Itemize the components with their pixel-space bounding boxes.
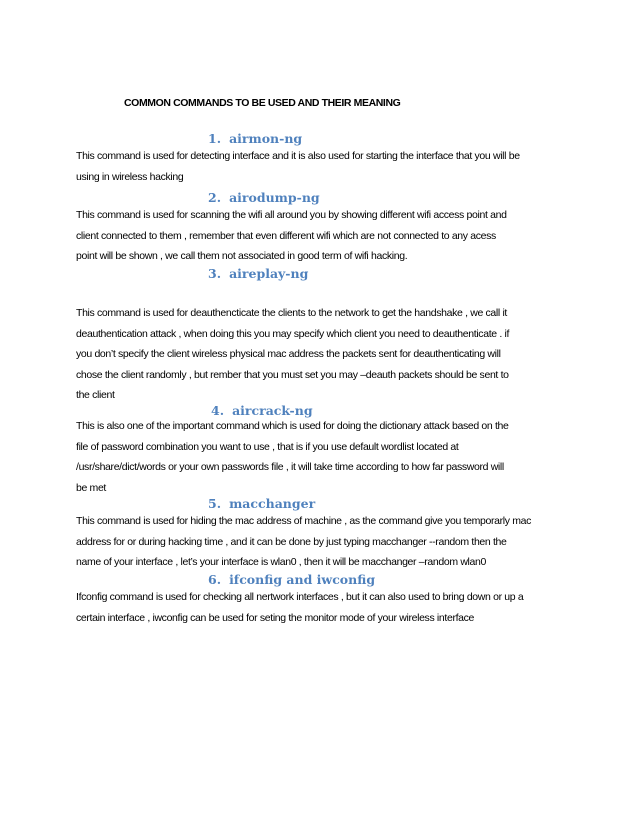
body-line: be met — [76, 481, 106, 494]
section-body-macchanger — [76, 511, 568, 573]
section-heading-macchanger — [208, 496, 315, 511]
section-number: 1. — [208, 131, 222, 146]
section-name: airmon-ng — [229, 131, 303, 146]
section-body-airmon-ng — [76, 146, 568, 187]
section-heading-airodump-ng — [208, 190, 320, 205]
section-name: ifconfig and iwconfig — [229, 572, 376, 587]
section-heading-ifconfig-iwconfig — [208, 572, 375, 587]
body-line: certain interface , iwconfig can be used for seting the monitor mode of your wireless interface — [76, 611, 475, 624]
body-line: name of your interface , let’s your interface is wlan0 , then it will be macchanger –random wlan0 — [76, 556, 486, 568]
section-number: 6. — [208, 572, 222, 587]
body-line: the client — [76, 389, 115, 401]
section-number: 5. — [208, 496, 222, 511]
section-body-aireplay-ng — [76, 303, 568, 406]
body-line: This is also one of the important command which is used for doing the dictionary attack based on the — [76, 420, 509, 432]
section-body-aircrack-ng — [76, 416, 568, 498]
body-line: This command is used for deauthencticate the clients to the network to get the handshake , we call it — [76, 307, 507, 319]
body-line: point will be shown , we call them not associated in good term of wifi hacking. — [76, 250, 408, 262]
body-line: This command is used for hiding the mac address of machine , as the command give you temporarly mac — [76, 515, 531, 527]
document-title: COMMON COMMANDS TO BE USED AND THEIR MEANING — [124, 97, 401, 109]
section-name: macchanger — [229, 496, 316, 511]
section-body-airodump-ng — [76, 205, 568, 267]
body-line: using in wireless hacking — [76, 170, 184, 183]
section-name: aircrack-ng — [232, 403, 313, 418]
section-name: airodump-ng — [229, 190, 320, 205]
body-line: file of password combination you want to use , that is if you use default wordlist located at — [76, 440, 459, 453]
section-name: aireplay-ng — [229, 266, 309, 281]
body-line: you don’t specify the client wireless physical mac address the packets sent for deauthenticating will — [76, 348, 501, 360]
body-line: Ifconfig command is used for checking all nertwork interfaces , but it can also used to bring down or up a — [76, 591, 524, 603]
body-line: This command is used for scanning the wifi all around you by showing different wifi access point and — [76, 209, 507, 221]
body-line: deauthentication attack , when doing this you may specify which client you need to deauthenticate . if — [76, 327, 510, 340]
section-number: 4. — [211, 403, 225, 418]
section-heading-aireplay-ng — [208, 266, 308, 281]
section-number: 3. — [208, 266, 222, 281]
body-line: chose the client randomly , but rember that you must set you may –deauth packets should be sent to — [76, 368, 509, 381]
body-line: This command is used for detecting interface and it is also used for starting the interface that you will be — [76, 150, 520, 162]
body-line: /usr/share/dict/words or your own passwords file , it will take time according to how far password will — [76, 461, 504, 473]
section-number: 2. — [208, 190, 222, 205]
section-body-ifconfig-iwconfig — [76, 587, 568, 628]
section-heading-airmon-ng — [208, 131, 302, 146]
body-line: address for or during hacking time , and it can be done by just typing macchanger --random then the — [76, 535, 507, 548]
body-line: client connected to them , remember that even different wifi which are not connected to any acess — [76, 229, 496, 242]
